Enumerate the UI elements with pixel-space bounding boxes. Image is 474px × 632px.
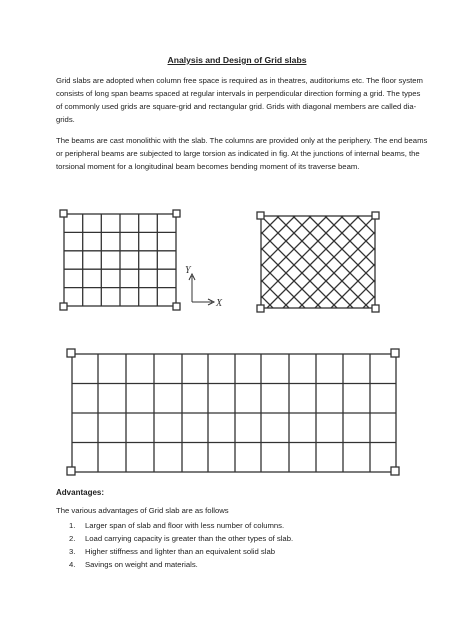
axis-x-label: X bbox=[216, 298, 223, 309]
list-item-number: 2. bbox=[69, 534, 76, 543]
list-item-text: Higher stiffness and lighter than an equivalent solid slab bbox=[85, 547, 276, 556]
advantages-heading: Advantages: bbox=[56, 488, 105, 497]
square-grid-diagram bbox=[60, 210, 180, 310]
list-item-text: Load carrying capacity is greater than the other types of slab. bbox=[85, 534, 294, 543]
paragraph-beams: The beams are cast monolithic with the slab. The columns are provided only at the periphery. The end beams or peripheral beams are subjected to large torsion as indicated in fig. At the junctions of internal beams, the torsional moment for a longitudinal beam becomes bending moment of its traverse beam. bbox=[56, 136, 428, 171]
list-item bbox=[56, 558, 293, 571]
paragraph-intro: Grid slabs are adopted when column free space is required as in theatres, auditoriums etc. The floor system consists of long span beams spaced at regular intervals in perpendicular direction forming a grid. The types of commonly used grids are square-grid and rectangular grid. Grids with diagonal members are called dia-grids. bbox=[56, 76, 423, 124]
list-item-text: Larger span of slab and floor with less number of columns. bbox=[85, 521, 285, 530]
advantages-list bbox=[56, 519, 293, 571]
advantages-intro: The various advantages of Grid slab are as follows bbox=[56, 506, 229, 515]
list-item-number: 1. bbox=[69, 521, 76, 530]
list-item-number: 4. bbox=[69, 560, 76, 569]
list-item-number: 3. bbox=[69, 547, 76, 556]
list-item bbox=[56, 532, 293, 545]
list-item bbox=[56, 545, 293, 558]
axis-indicator bbox=[189, 274, 214, 305]
document-title: Analysis and Design of Grid slabs bbox=[167, 55, 307, 65]
list-item-text: Savings on weight and materials. bbox=[85, 560, 198, 569]
diagonal-grid-diagram bbox=[181, 212, 455, 312]
list-item bbox=[56, 519, 293, 532]
axis-y-label: Y bbox=[185, 265, 191, 276]
rectangular-grid-diagram bbox=[67, 349, 399, 475]
